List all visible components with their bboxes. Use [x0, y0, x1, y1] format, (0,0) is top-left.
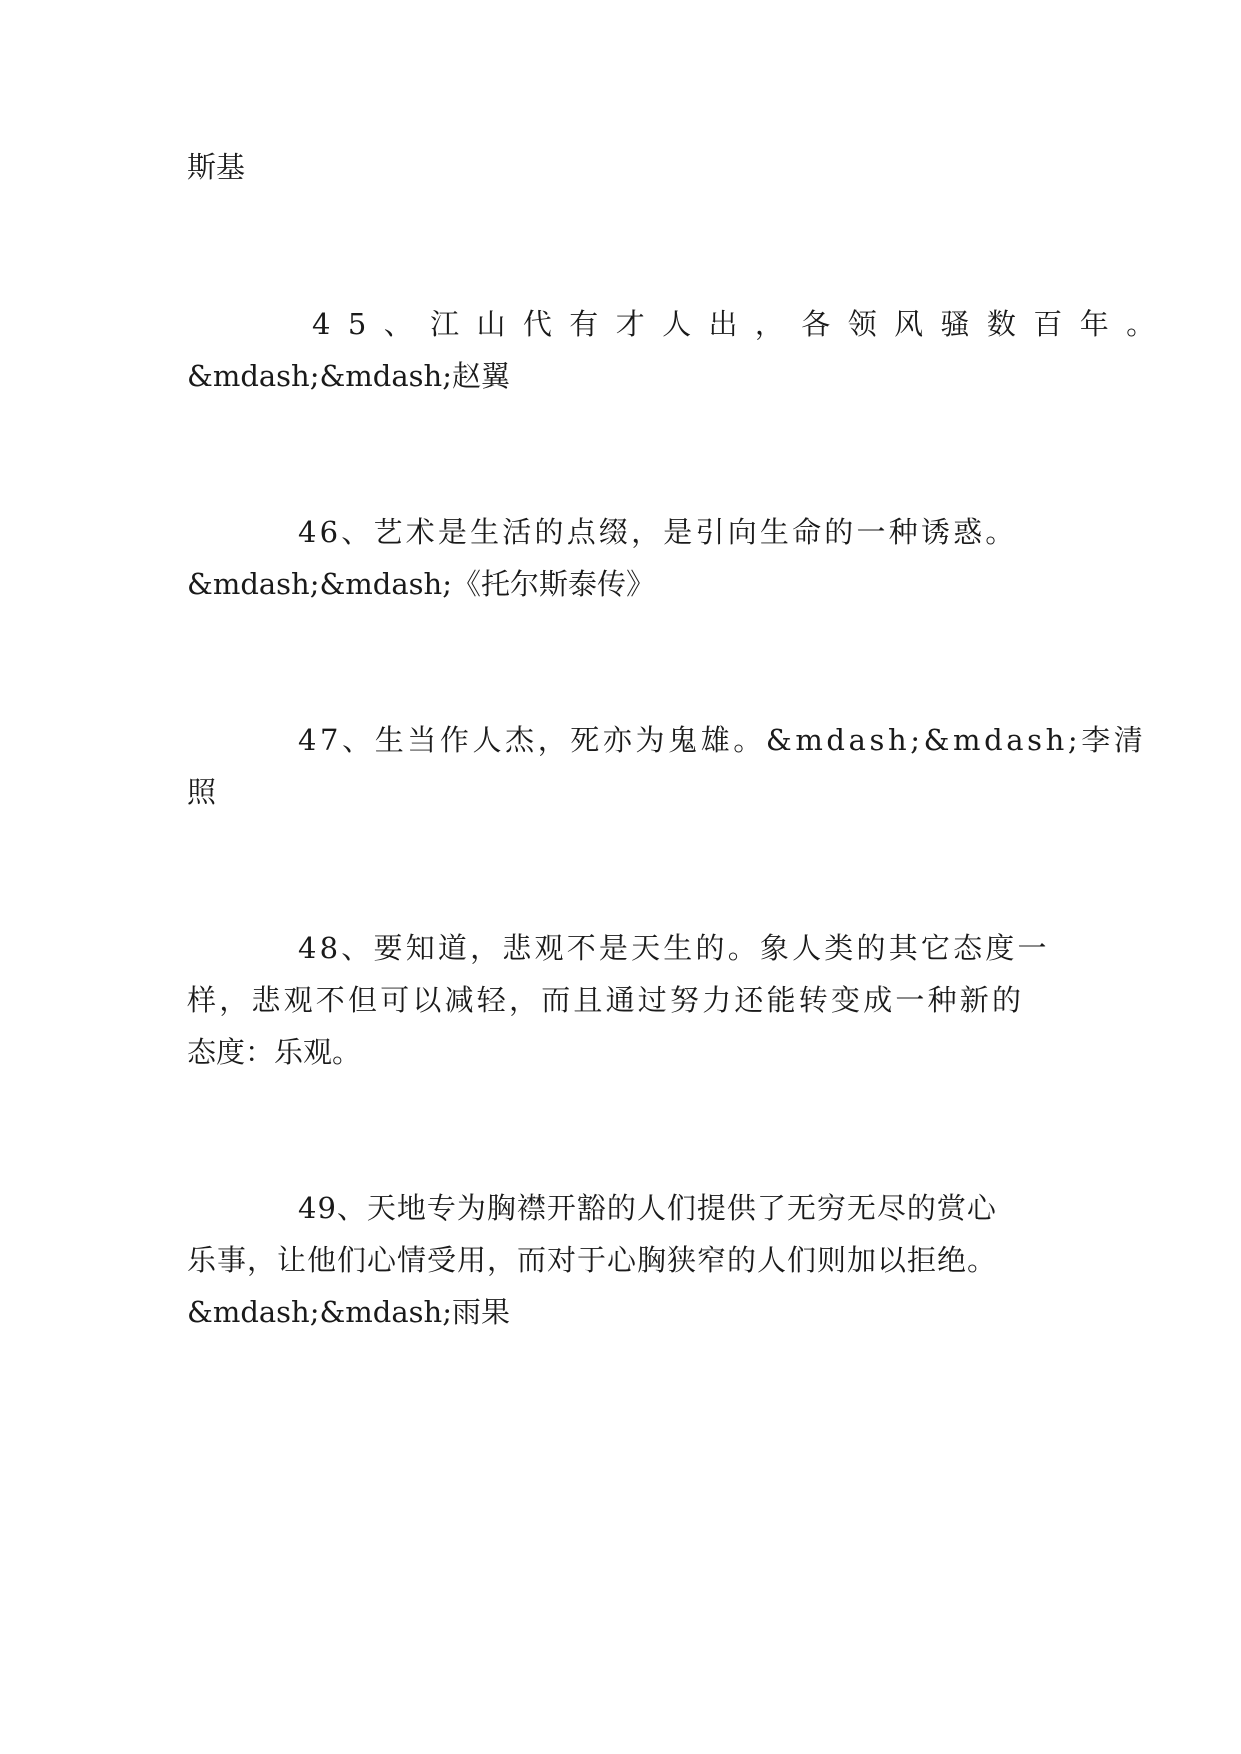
quote-line: 48、要知道，悲观不是天生的。象人类的其它态度一	[298, 931, 1050, 965]
quote-line: 47、生当作人杰，死亦为鬼雄。&mdash;&mdash;李清	[298, 723, 1147, 757]
quote-line: 49、天地专为胸襟开豁的人们提供了无穷无尽的赏心	[298, 1191, 997, 1225]
quote-line: 乐事，让他们心情受用，而对于心胸狭窄的人们则加以拒绝。	[187, 1243, 998, 1277]
quote-attribution: &mdash;&mdash;《托尔斯泰传》	[187, 567, 655, 601]
quote-line-continuation: 照	[187, 775, 217, 809]
quote-attribution: &mdash;&mdash;赵翼	[187, 359, 510, 393]
quote-line: 态度：乐观。	[187, 1035, 362, 1069]
quote-line: 45、江山代有才人出，各领风骚数百年。	[312, 307, 1173, 341]
quote-line: 样，悲观不但可以减轻，而且通过努力还能转变成一种新的	[187, 983, 1025, 1017]
quote-attribution: &mdash;&mdash;雨果	[187, 1295, 510, 1329]
quote-line: 46、艺术是生活的点缀，是引向生命的一种诱惑。	[298, 515, 1018, 549]
continuation-text: 斯基	[187, 150, 246, 184]
